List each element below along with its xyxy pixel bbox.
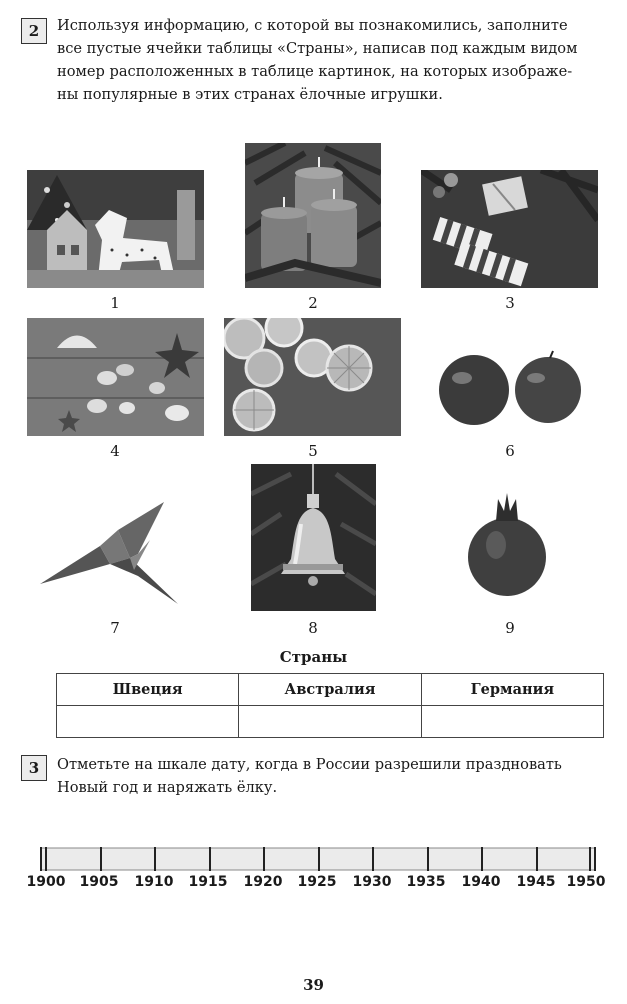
task-2-line: Используя информацию, с которой вы познакомились, заполните xyxy=(57,17,568,34)
picture-8-bell-ornament xyxy=(251,464,376,611)
answer-cell-germany[interactable] xyxy=(421,706,603,738)
table-title: Страны xyxy=(279,648,348,666)
timeline-label: 1915 xyxy=(188,874,228,890)
timeline-label: 1905 xyxy=(79,874,119,890)
page-number: 39 xyxy=(303,976,324,994)
timeline-label: 1925 xyxy=(297,874,337,890)
picture-9-caption: 9 xyxy=(505,619,515,637)
task-2-instructions xyxy=(57,14,609,106)
timeline-scale[interactable] xyxy=(38,846,598,872)
task-3-instructions xyxy=(57,753,617,799)
picture-3-socks xyxy=(421,170,598,288)
task-3-number: 3 xyxy=(21,755,47,781)
timeline-label: 1950 xyxy=(566,874,606,890)
header-germany: Германия xyxy=(421,674,603,706)
picture-4-caption: 4 xyxy=(110,442,120,460)
answer-cell-sweden[interactable] xyxy=(57,706,239,738)
task-3-line: Отметьте на шкале дату, когда в России разрешили праздновать xyxy=(57,756,562,773)
task-3-line: Новый год и наряжать ёлку. xyxy=(57,779,278,796)
picture-6-caption: 6 xyxy=(505,442,515,460)
picture-9-pomegranate xyxy=(466,489,548,599)
countries-table xyxy=(56,673,604,738)
picture-5-caption: 5 xyxy=(308,442,318,460)
timeline-label: 1945 xyxy=(516,874,556,890)
timeline-label: 1935 xyxy=(406,874,446,890)
timeline-label: 1920 xyxy=(243,874,283,890)
picture-7-origami-crane xyxy=(38,500,184,606)
table-answer-row xyxy=(57,706,604,738)
task-2-line: все пустые ячейки таблицы «Страны», написав под каждым видом xyxy=(57,40,578,57)
header-australia: Австралия xyxy=(239,674,421,706)
picture-7-caption: 7 xyxy=(110,619,120,637)
task-2-number: 2 xyxy=(21,18,47,44)
timeline-label: 1940 xyxy=(461,874,501,890)
picture-6-apples xyxy=(432,350,586,426)
task-2-line: номер расположенных в таблице картинок, на которых изображе- xyxy=(57,63,573,80)
picture-3-caption: 3 xyxy=(505,294,515,312)
task-2-line: ны популярные в этих странах ёлочные игрушки. xyxy=(57,86,443,103)
timeline-label: 1930 xyxy=(352,874,392,890)
picture-1-caption: 1 xyxy=(110,294,120,312)
picture-8-caption: 8 xyxy=(308,619,318,637)
timeline-label: 1910 xyxy=(134,874,174,890)
picture-1-wooden-horse xyxy=(27,170,204,288)
picture-2-candles xyxy=(245,143,381,288)
picture-5-orange-slices xyxy=(224,318,401,436)
table-header-row xyxy=(57,674,604,706)
picture-2-caption: 2 xyxy=(308,294,318,312)
header-sweden: Швеция xyxy=(57,674,239,706)
timeline-label: 1900 xyxy=(26,874,66,890)
picture-4-seashells xyxy=(27,318,204,436)
answer-cell-australia[interactable] xyxy=(239,706,421,738)
